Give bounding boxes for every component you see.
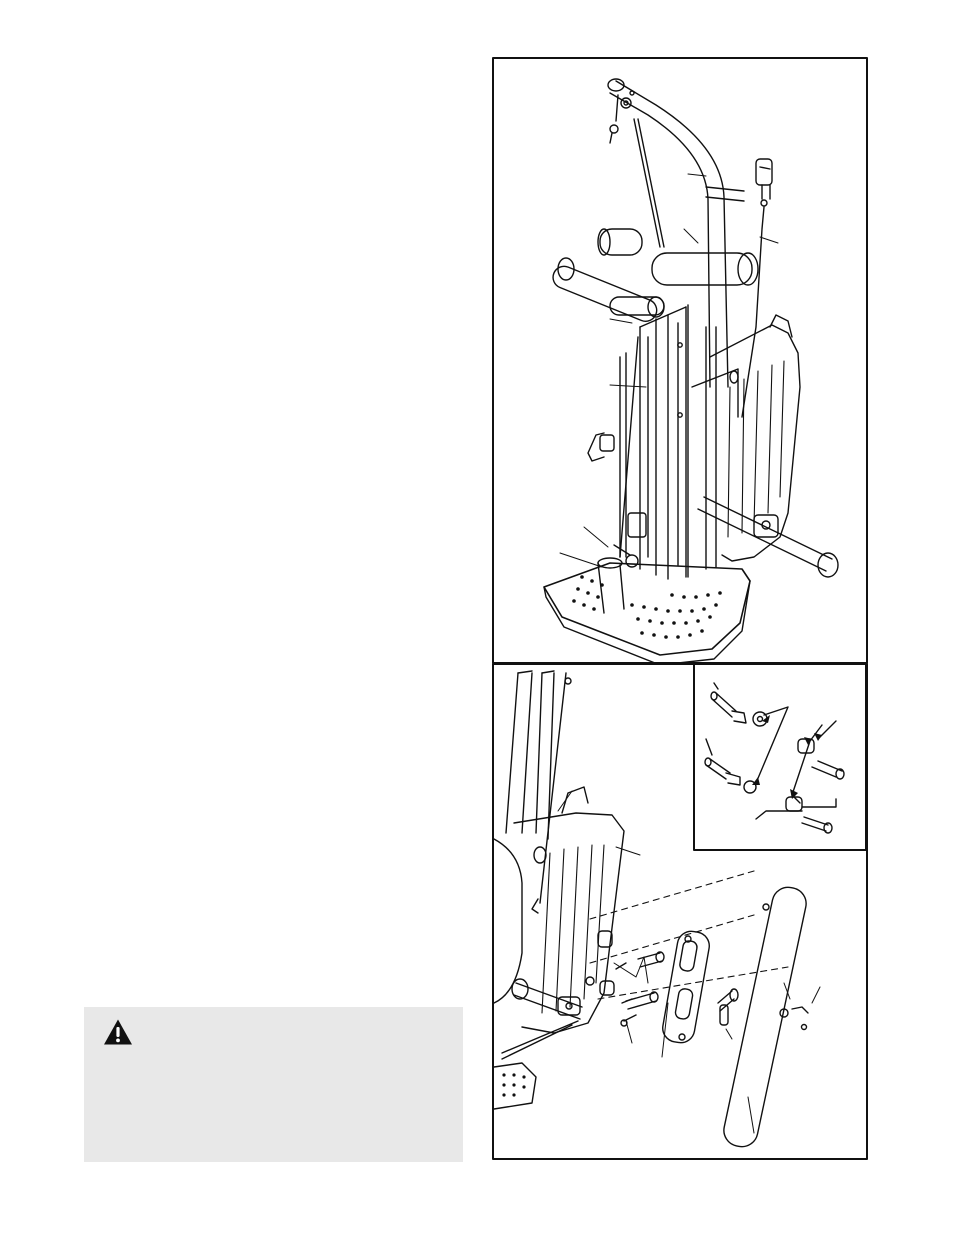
pin-and-spacer-detail bbox=[694, 664, 866, 850]
assembly-illustration-main bbox=[492, 57, 868, 664]
assembly-illustration-bottom bbox=[492, 663, 868, 1160]
home-gym-tower-illustration bbox=[544, 79, 838, 664]
warning-triangle-icon bbox=[103, 1018, 133, 1046]
warning-box bbox=[84, 1007, 463, 1162]
side-panel-hardware-exploded-view bbox=[494, 671, 820, 1150]
